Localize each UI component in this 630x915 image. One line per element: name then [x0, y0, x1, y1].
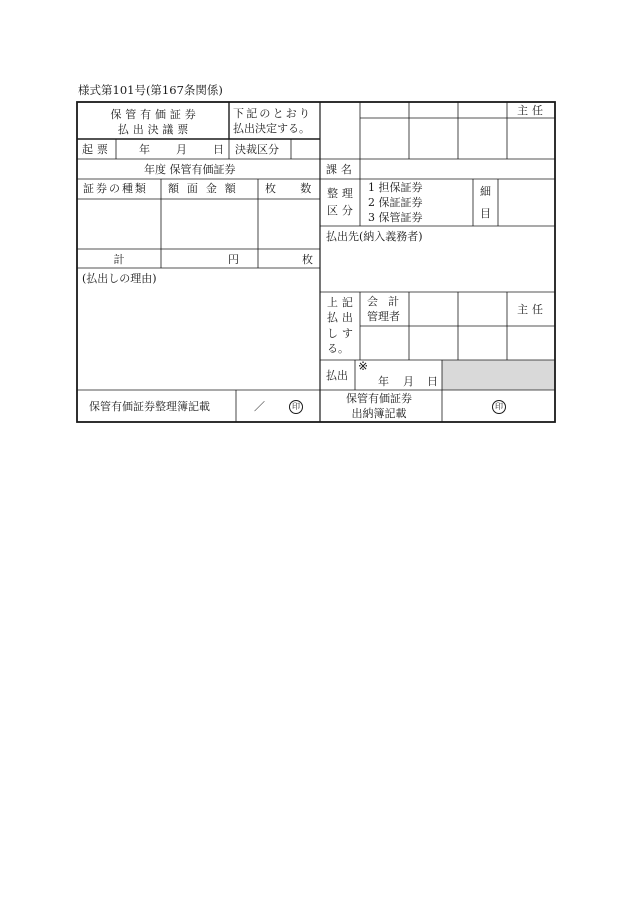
- payout-form: [76, 101, 556, 423]
- totals-mai: 枚: [302, 253, 313, 266]
- year-title: 年度 保管有価証券: [144, 163, 236, 176]
- reason-label: (払出しの理由): [82, 272, 157, 285]
- ledger2-line2: 出納簿記載: [351, 407, 407, 420]
- decision-line2: 払出決定する。: [233, 122, 310, 135]
- title-line2: 払出決議票: [117, 123, 193, 136]
- classification-label-1: 整理: [327, 187, 357, 200]
- payout-mark: ※: [358, 359, 369, 373]
- issue-day: 日: [213, 143, 224, 156]
- decision-class-label: 決裁区分: [235, 143, 279, 156]
- payout-decision-1: 上記: [327, 296, 357, 309]
- ledger-slash: ／: [254, 400, 265, 413]
- payout-decision-4: る。: [327, 342, 349, 355]
- issue-label: 起票: [82, 143, 112, 156]
- detail-label-2: 目: [480, 207, 491, 220]
- title-line1: 保管有価証券: [110, 108, 200, 121]
- payee-label: 払出先(納入義務者): [326, 230, 423, 243]
- col-type: 証券の種類: [83, 182, 148, 195]
- payout-day: 日: [427, 375, 438, 388]
- col-amount: 額面金額: [168, 182, 244, 195]
- ledger2-line1: 保管有価証券: [346, 392, 412, 405]
- classification-option-1: 1 担保証券: [368, 181, 423, 194]
- classification-option-2: 2 保証証券: [368, 196, 423, 209]
- payout-decision-3: しす: [327, 327, 357, 340]
- payout-year: 年: [378, 375, 389, 388]
- approval-header: 主任: [517, 104, 547, 117]
- col-count: 枚数: [265, 182, 336, 195]
- form-caption: 様式第101号(第167条関係): [78, 83, 223, 97]
- ledger-label: 保管有価証券整理簿記載: [89, 400, 210, 413]
- ledger2-seal-mark: 印: [492, 400, 506, 414]
- classification-label-2: 区分: [327, 204, 357, 217]
- section-label: 課名: [326, 163, 356, 176]
- detail-label-1: 細: [480, 185, 491, 198]
- payout-decision-2: 払出: [327, 311, 357, 324]
- issue-month: 月: [176, 143, 187, 156]
- classification-option-3: 3 保管証券: [368, 211, 423, 224]
- totals-label: 計: [113, 253, 125, 266]
- decision-line1: 下記のとおり: [233, 107, 313, 120]
- payout-label: 払出: [326, 369, 348, 382]
- issue-year: 年: [139, 143, 150, 156]
- accountant-line1: 会 計: [367, 295, 403, 308]
- accountant-line2: 管理者: [367, 310, 400, 323]
- payout-month: 月: [403, 375, 414, 388]
- ledger-seal-mark: 印: [289, 400, 303, 414]
- totals-yen: 円: [228, 253, 239, 266]
- approval-header-2: 主任: [517, 303, 547, 316]
